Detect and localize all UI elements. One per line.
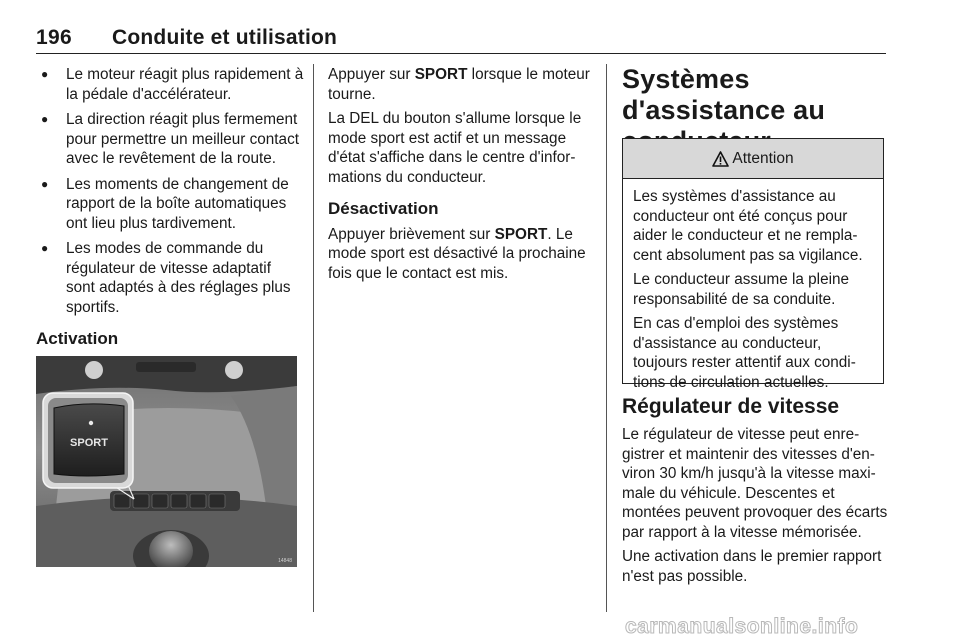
- warning-header: [623, 139, 883, 179]
- watermark: carmanualsonline.info: [625, 615, 859, 638]
- warning-triangle-icon: [712, 151, 729, 167]
- temperature-knob-right-icon: [225, 361, 243, 379]
- page-header-title: Conduite et utilisation: [112, 26, 338, 49]
- cruise-control-paragraph: Une activation dans le premier rapport n'est pas possible.: [622, 548, 882, 585]
- bullet-item: ● Les moments de changement de rapport de la boîte automatiques ont lieu plus tardivement.: [36, 175, 304, 234]
- feature-bullet-list: [36, 65, 304, 317]
- warning-box: [622, 138, 884, 391]
- column-1: [36, 65, 304, 354]
- column-divider-1: [313, 64, 314, 612]
- cruise-control-section: [622, 394, 888, 591]
- column-divider-2: [606, 64, 607, 612]
- sport-keyword: SPORT: [494, 225, 548, 243]
- image-code: 14848: [278, 558, 292, 564]
- temperature-knob-left-icon: [85, 361, 103, 379]
- sport-led-indicator: [89, 421, 93, 425]
- sport-activate-paragraph: [328, 65, 596, 104]
- text-run: lorsque le moteur tourne.: [328, 66, 590, 103]
- bullet-item: ● Les modes de commande du régulateur de vitesse adaptatif sont adaptés à des réglages plus sportifs.: [36, 239, 304, 317]
- column-2: [328, 65, 596, 288]
- sport-button-photo: [36, 356, 297, 567]
- warning-title: Attention: [732, 149, 794, 167]
- text-run: Appuyer sur: [328, 66, 415, 83]
- assistance-systems-heading: Systèmes d'assistance au: [622, 64, 826, 125]
- cruise-control-paragraph: Le régulateur de vitesse peut enregistrer et maintenir des vitesses d'environ 30 km/h jusqu'à la vitesse maximale du véhicule. Descentes et montées peuvent provoquer des écarts par rapport à la vitesse mémorisée.: [622, 426, 888, 541]
- warning-paragraph: En cas d'emploi des systèmes d'assistance au conducteur, toujours rester attentif aux conditions de circulation actuelles.: [633, 315, 856, 391]
- led-paragraph: La DEL du bouton s'allume lorsque le mode sport est actif et un message d'état s'affiche dans le centre d'informations du conducteur.: [328, 110, 582, 186]
- warning-paragraph: Les systèmes d'assistance au conducteur ont été conçus pour aider le conducteur et ne remplacent absolument pas sa vigilance.: [633, 188, 863, 264]
- sport-keyword: SPORT: [414, 66, 468, 83]
- sport-button-label: SPORT: [70, 437, 108, 449]
- warning-body: [623, 179, 883, 392]
- warning-paragraph: Le conducteur assume la pleine responsabilité de sa conduite.: [633, 271, 849, 308]
- header-rule: [36, 53, 886, 54]
- activation-heading: Activation: [36, 329, 119, 348]
- text-run: Appuyer brièvement sur: [328, 225, 495, 243]
- page-number: 196: [36, 26, 72, 49]
- deactivation-heading: Désactivation: [328, 199, 439, 218]
- bullet-item: ● Le moteur réagit plus rapidement à la pédale d'accélérateur.: [36, 65, 304, 104]
- bullet-item: ● La direction réagit plus fermement pour permettre un meilleur contact avec le revêtement de la route.: [36, 110, 304, 169]
- text-run: . Le mode sport est désactivé la prochaine fois que le contact est mis.: [328, 225, 586, 282]
- sport-deactivate-paragraph: [328, 225, 596, 284]
- cruise-control-heading: Régulateur de vitesse: [622, 395, 840, 418]
